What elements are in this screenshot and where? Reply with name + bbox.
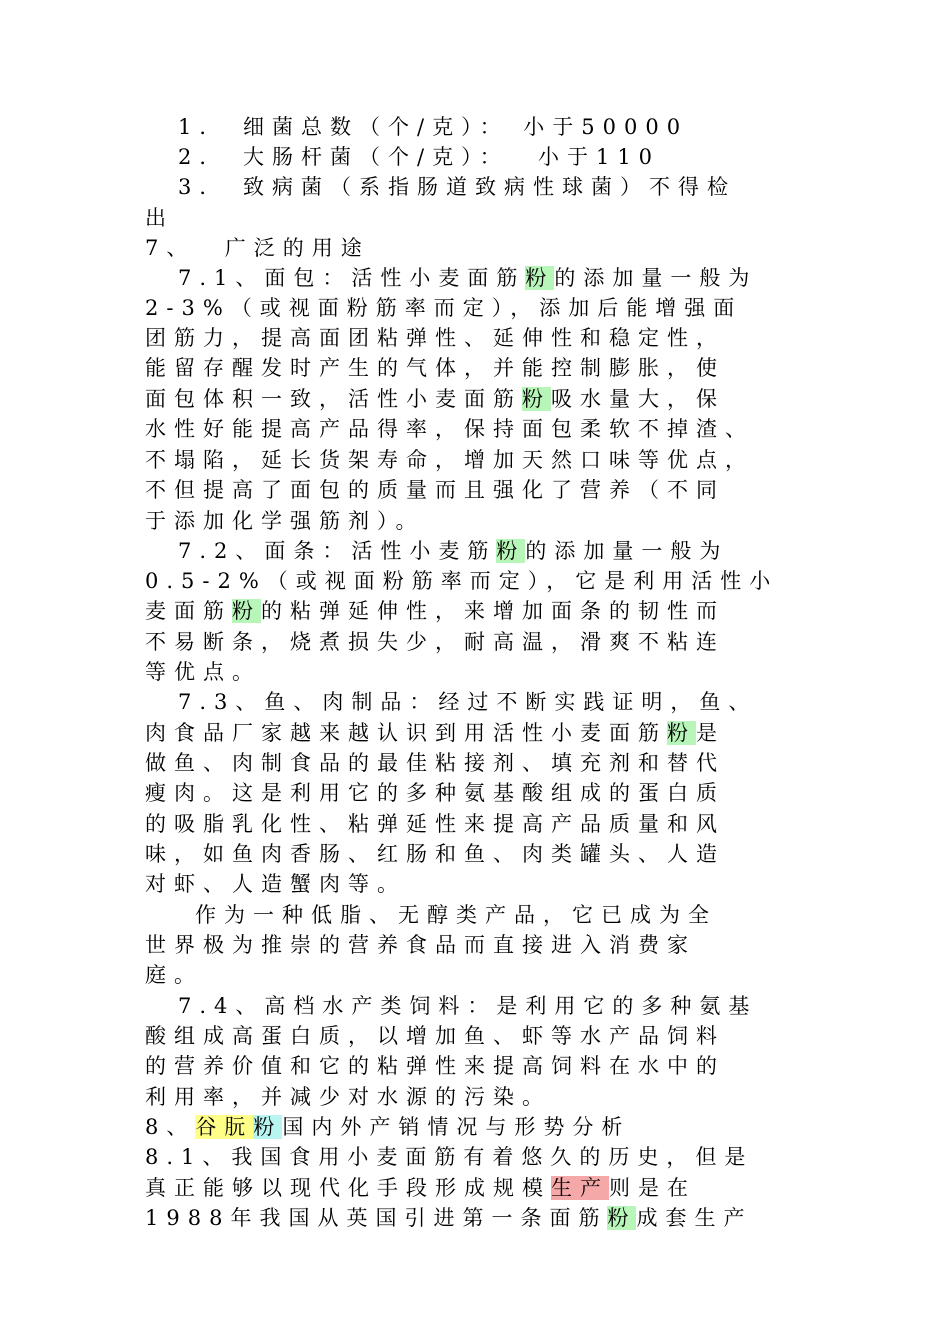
text-run: 对虾、人造蟹肉等。: [145, 872, 406, 896]
text-line: [145, 506, 425, 536]
text-run: 于添加化学强筋剂）。: [145, 509, 425, 533]
text-run: 面包体积一致，活性小麦面筋: [145, 387, 522, 411]
text-line: [178, 991, 757, 1021]
text-run: 麦面筋: [145, 599, 232, 623]
text-line: [145, 445, 754, 475]
text-run: 的营养价值和它的粘弹性来提高饲料在水中的: [145, 1054, 725, 1078]
text-line: [145, 809, 725, 839]
text-run: 真正能够以现代化手段形成规模: [145, 1176, 551, 1200]
text-run: 国内外产销情况与形势分析: [282, 1115, 631, 1139]
text-line: [145, 414, 754, 444]
text-run: 7、 广泛的用途: [145, 236, 370, 260]
text-line: [178, 142, 660, 172]
text-run: 酸组成高蛋白质，以增加鱼、虾等水产品饲料: [145, 1024, 725, 1048]
text-line: [145, 627, 725, 657]
text-line: [145, 718, 725, 748]
text-run: 肉食品厂家越来越认识到用活性小麦面筋: [145, 721, 667, 745]
text-line: [145, 839, 725, 869]
text-run: 2-3%（或视面粉筋率而定），添加后能增强面: [145, 296, 743, 320]
text-run: 7.4、高档水产类饲料：是利用它的多种氨基: [178, 994, 758, 1018]
text-line: [178, 536, 728, 566]
text-line: [145, 1142, 753, 1172]
text-run: 7.3、鱼、肉制品：经过不断实践证明，鱼、: [178, 690, 758, 714]
text-run: 利用率，并减少对水源的污染。: [145, 1085, 551, 1109]
highlighted-text: 粉: [525, 266, 555, 290]
text-run: 的粘弹延伸性，来增加面条的韧性而: [261, 599, 725, 623]
section-heading: [145, 233, 370, 263]
text-run: 做鱼、肉制食品的最佳粘接剂、填充剂和替代: [145, 751, 725, 775]
text-line: [145, 748, 725, 778]
text-run: 2． 大肠杆菌（个/克）： 小于110: [178, 145, 661, 169]
text-line: [145, 323, 725, 353]
text-line: [178, 112, 688, 142]
highlighted-text: 谷朊: [195, 1115, 254, 1139]
text-line: [145, 930, 696, 960]
text-line: [145, 596, 725, 626]
text-run: 3． 致病菌（系指肠道致病性球菌）不得检: [178, 175, 737, 199]
text-line: [145, 475, 725, 505]
highlighted-text: 粉: [232, 599, 261, 623]
text-line: [145, 869, 406, 899]
text-line: [145, 1203, 752, 1233]
text-run: 不易断条，烧煮损失少，耐高温，滑爽不粘连: [145, 630, 725, 654]
text-run: 7.1、面包：活性小麦面筋: [178, 266, 526, 290]
text-line: [145, 293, 742, 323]
text-line: [178, 172, 736, 202]
text-line: [178, 687, 757, 717]
text-line: [145, 384, 725, 414]
section-heading: [145, 1112, 630, 1142]
highlighted-text: 粉: [667, 721, 696, 745]
text-run: 世界极为推崇的营养食品而直接进入消费家: [145, 933, 696, 957]
highlighted-text: 粉: [522, 387, 551, 411]
text-run: 等优点。: [145, 660, 261, 684]
text-run: 不但提高了面包的质量而且强化了营养（不同: [145, 478, 725, 502]
text-run: 味，如鱼肉香肠、红肠和鱼、肉类罐头、人造: [145, 842, 725, 866]
text-run: 7.2、面条：活性小麦筋: [178, 539, 497, 563]
text-run: 8.1、我国食用小麦面筋有着悠久的历史，但是: [145, 1145, 754, 1169]
text-line: [145, 778, 725, 808]
text-run: 不塌陷，延长货架寿命，增加天然口味等优点，: [145, 448, 754, 472]
text-line: [145, 1051, 725, 1081]
text-line: [145, 203, 174, 233]
text-run: 的添加量一般为: [525, 539, 729, 563]
text-line: [145, 1021, 725, 1051]
text-run: 作为一种低脂、无醇类产品，它已成为全: [195, 903, 717, 927]
text-line: [145, 353, 725, 383]
text-run: 成套生产: [636, 1206, 753, 1230]
highlighted-text: 粉: [253, 1115, 283, 1139]
text-run: 是: [696, 721, 725, 745]
text-line: [145, 566, 778, 596]
text-run: 的添加量一般为: [554, 266, 758, 290]
text-run: 1988年我国从英国引进第一条面筋: [145, 1206, 608, 1230]
text-run: 则是在: [609, 1176, 696, 1200]
text-line: [145, 960, 203, 990]
text-run: 出: [145, 206, 174, 230]
text-run: 团筋力，提高面团粘弹性、延伸性和稳定性，: [145, 326, 725, 350]
text-line: [195, 900, 717, 930]
text-run: 瘦肉。这是利用它的多种氨基酸组成的蛋白质: [145, 781, 725, 805]
text-line: [178, 263, 757, 293]
text-line: [145, 657, 261, 687]
text-line: [145, 1173, 696, 1203]
highlighted-text: 粉: [607, 1206, 637, 1230]
text-run: 8、: [145, 1115, 196, 1139]
text-run: 吸水量大，保: [551, 387, 725, 411]
highlighted-text: 粉: [496, 539, 526, 563]
text-run: 的吸脂乳化性、粘弹延性来提高产品质量和风: [145, 812, 725, 836]
text-run: 水性好能提高产品得率，保持面包柔软不掉渣、: [145, 417, 754, 441]
text-line: [145, 1082, 551, 1112]
highlighted-text: 生产: [551, 1176, 609, 1200]
text-run: 庭。: [145, 963, 203, 987]
text-run: 0.5-2%（或视面粉筋率而定），它是利用活性小: [145, 569, 779, 593]
text-run: 能留存醒发时产生的气体，并能控制膨胀，使: [145, 356, 725, 380]
text-run: 1． 细菌总数（个/克）： 小于50000: [178, 115, 689, 139]
